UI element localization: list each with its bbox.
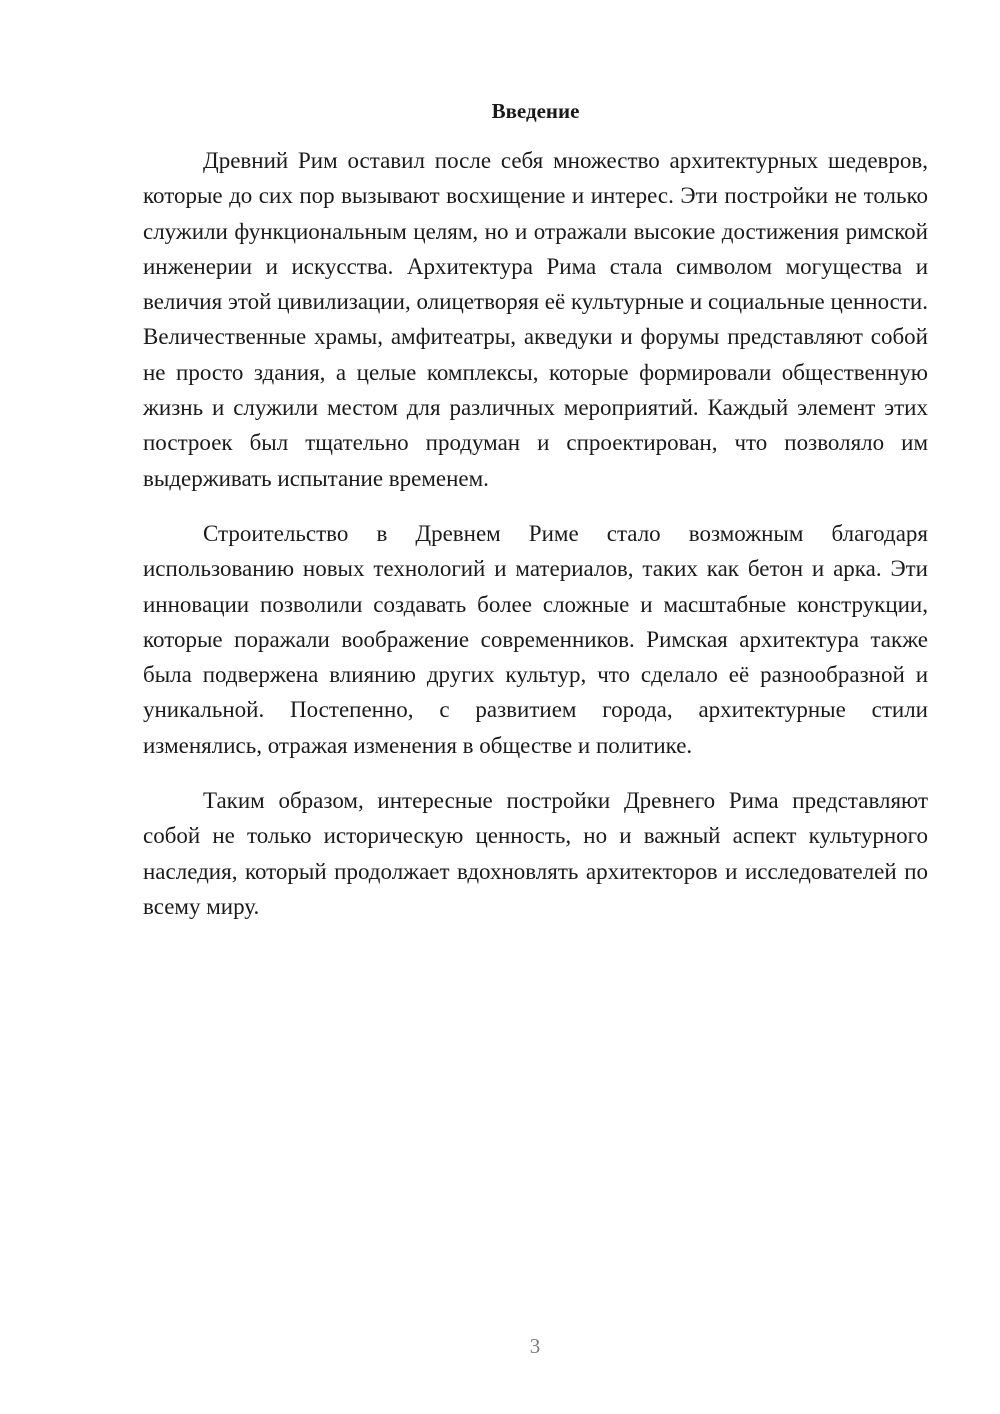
paragraph-3: Таким образом, интересные постройки Древнего Рима представляют собой не только историческую ценность, но и важный аспект культурного наследия, который продолжает вдохновлять архитекторов и исследователей по всему миру. (143, 788, 928, 919)
section-title: Введение (491, 99, 580, 123)
paragraph-1: Древний Рим оставил после себя множество архитектурных шедевров, которые до сих пор вызывают восхищение и интерес. Эти постройки не только служили функциональным целям, но и отражали высокие достижения римской инженерии и искусства. Архитектура Рима стала символом могущества и величия этой цивилизации, олицетворяя её культурные и социальные ценности. Величественные храмы, амфитеатры, акведуки и форумы представляют собой не просто здания, а целые комплексы, которые формировали общественную жизнь и служили местом для различных мероприятий. Каждый элемент этих построек был тщательно продуман и спроектирован, что позволяло им выдерживать испытание временем. (143, 148, 928, 491)
page-content (143, 92, 928, 924)
paragraph-2: Строительство в Древнем Риме стало возможным благодаря использованию новых технологий и материалов, таких как бетон и арка. Эти инновации позволили создавать более сложные и масштабные конструкции, которые поражали воображение современников. Римская архитектура также была подвержена влиянию других культур, что сделало её разнообразной и уникальной. Постепенно, с развитием города, архитектурные стили изменялись, отражая изменения в обществе и политике. (143, 520, 928, 758)
page-number: 3 (529, 1334, 541, 1358)
